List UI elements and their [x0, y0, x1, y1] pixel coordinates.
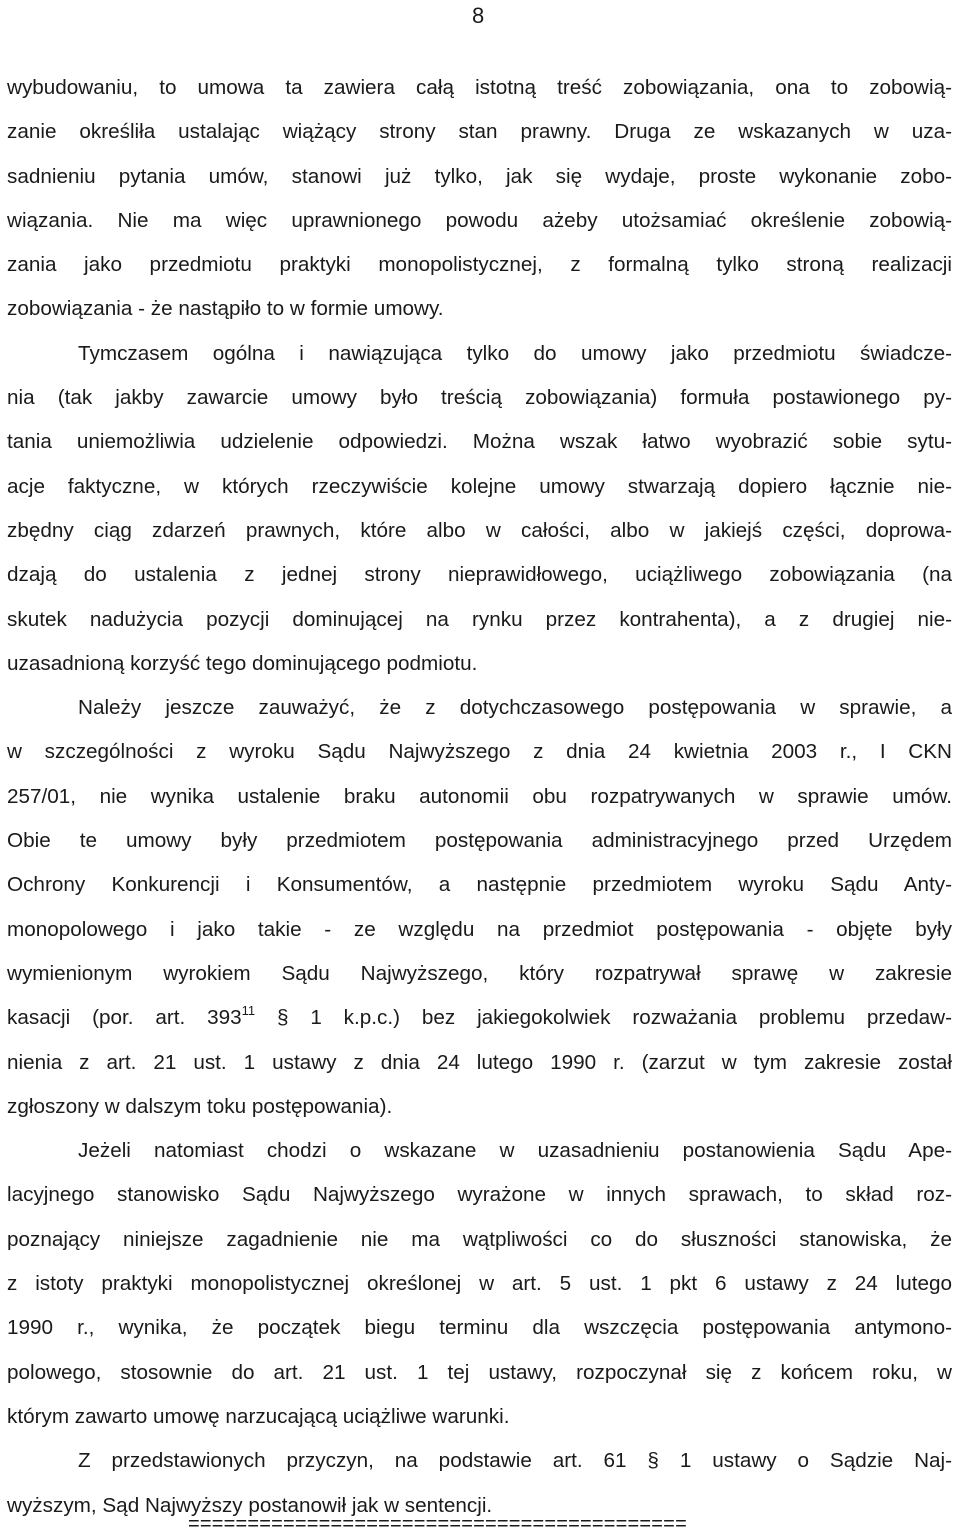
text-line: zgłoszony w dalszym toku postępowania). [7, 1094, 393, 1118]
superscript: 11 [241, 1003, 256, 1019]
text-line: poznający niniejsze zagadnienie nie ma wątpliwości co do słuszności stanowiska, że [7, 1227, 952, 1251]
text-line: uzasadnioną korzyść tego dominującego podmiotu. [7, 651, 478, 675]
text-line: acje faktyczne, w których rzeczywiście kolejne umowy stwarzają dopiero łącznie nie- [7, 474, 952, 498]
text-fragment: § 1 k.p.c.) bez jakiegokolwiek rozważania problemu przedaw- [255, 1006, 953, 1030]
text-line: z istoty praktyki monopolistycznej określonej w art. 5 ust. 1 pkt 6 ustawy z 24 lutego [7, 1272, 952, 1296]
text-line [7, 996, 952, 1040]
text-line: lacyjnego stanowisko Sądu Najwyższego wyrażone w innych sprawach, to skład roz- [7, 1183, 952, 1207]
end-separator: ========================================== [188, 1513, 687, 1535]
document-body [7, 66, 952, 1528]
text-line: zanie określiła ustalając wiążący strony stan prawny. Druga ze wskazanych w uza- [7, 120, 952, 144]
page-number: 8 [472, 3, 485, 28]
text-line: Jeżeli natomiast chodzi o wskazane w uzasadnieniu postanowienia Sądu Ape- [78, 1139, 952, 1163]
text-line: sadnieniu pytania umów, stanowi już tylko, jak się wydaje, proste wykonanie zobo- [7, 164, 952, 188]
text-line: 257/01, nie wynika ustalenie braku autonomii obu rozpatrywanych w sprawie umów. [7, 784, 952, 808]
text-line: tania uniemożliwia udzielenie odpowiedzi. Można wszak łatwo wyobrazić sobie sytu- [7, 430, 952, 454]
text-fragment: kasacji (por. art. 393 [7, 1006, 242, 1030]
text-line: w szczególności z wyroku Sądu Najwyższego z dnia 24 kwietnia 2003 r., I CKN [7, 740, 952, 764]
text-line: Z przedstawionych przyczyn, na podstawie art. 61 § 1 ustawy o Sądzie Naj- [78, 1449, 952, 1473]
text-line: Obie te umowy były przedmiotem postępowania administracyjnego przed Urzędem [7, 829, 952, 853]
text-line: nia (tak jakby zawarcie umowy było treścią zobowiązania) formuła postawionego py- [7, 386, 952, 410]
text-line: nienia z art. 21 ust. 1 ustawy z dnia 24 lutego 1990 r. (zarzut w tym zakresie został [7, 1050, 952, 1074]
text-line: dzają do ustalenia z jednej strony nieprawidłowego, uciążliwego zobowiązania (na [7, 563, 952, 587]
text-line: Ochrony Konkurencji i Konsumentów, a następnie przedmiotem wyroku Sądu Anty- [7, 873, 952, 897]
text-line: wyższym, Sąd Najwyższy postanowił jak w sentencji. [7, 1493, 493, 1517]
text-line: wymienionym wyrokiem Sądu Najwyższego, który rozpatrywał sprawę w zakresie [7, 961, 952, 985]
text-line: Należy jeszcze zauważyć, że z dotychczasowego postępowania w sprawie, a [78, 696, 952, 720]
text-line: Tymczasem ogólna i nawiązująca tylko do umowy jako przedmiotu świadcze- [78, 341, 952, 365]
text-line: wiązania. Nie ma więc uprawnionego powodu ażeby utożsamiać określenie zobowią- [7, 208, 952, 232]
text-line: polowego, stosownie do art. 21 ust. 1 tej ustawy, rozpoczynał się z końcem roku, w [7, 1360, 952, 1384]
text-line: zobowiązania - że nastąpiło to w formie umowy. [7, 297, 444, 321]
text-line: 1990 r., wynika, że początek biegu terminu dla wszczęcia postępowania antymono- [7, 1316, 952, 1340]
text-line: monopolowego i jako takie - ze względu na przedmiot postępowania - objęte były [7, 917, 952, 941]
text-line: zbędny ciąg zdarzeń prawnych, które albo w całości, albo w jakiejś części, doprowa- [7, 518, 952, 542]
text-line: skutek nadużycia pozycji dominującej na rynku przez kontrahenta), a z drugiej nie- [7, 607, 952, 631]
text-line: zania jako przedmiotu praktyki monopolistycznej, z formalną tylko stroną realizacji [7, 253, 952, 277]
text-line: którym zawarto umowę narzucającą uciążliwe warunki. [7, 1404, 510, 1428]
text-line: wybudowaniu, to umowa ta zawiera całą istotną treść zobowiązania, ona to zobowią- [7, 76, 952, 99]
